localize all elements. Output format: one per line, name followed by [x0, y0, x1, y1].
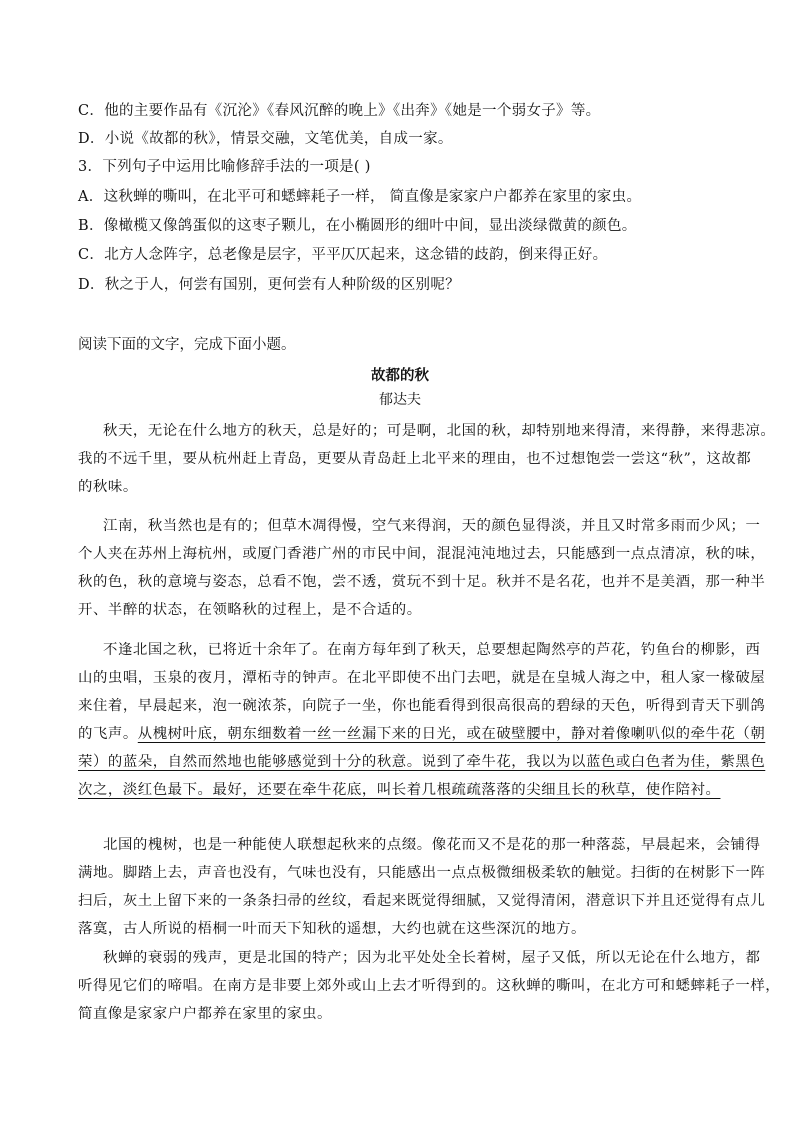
question-2-option-d: D．小说《故都的秋》，情景交融，文笔优美，自成一家。 — [78, 131, 453, 147]
essay-paragraph-3 — [78, 636, 766, 804]
paragraph-line — [78, 720, 766, 748]
paragraph-line: 山的虫唱，玉泉的夜月，潭柘寺的钟声。在北平即使不出门去吧，就是在皇城人海之中，租人家一椽破屋 — [78, 670, 766, 686]
paragraph-line: 秋天，无论在什么地方的秋天，总是好的；可是啊，北国的秋，却特别地来得清，来得静，来得悲凉。 — [103, 423, 776, 439]
paragraph-line: 落寞，古人所说的梧桐一叶而天下知秋的遥想，大约也就在这些深沉的地方。 — [78, 921, 586, 937]
paragraph-line: 满地。脚踏上去，声音也没有，气味也没有，只能感出一点点极微细极柔软的触觉。扫街的在树影下一阵 — [78, 865, 766, 881]
underlined-line: 次之，淡红色最下。最好，还要在牵牛花底，叫长着几根疏疏落落的尖细且长的秋草，使作陪衬。 — [78, 782, 721, 798]
paragraph-line: 简直像是家家户户都养在家里的家虫。 — [78, 1006, 332, 1022]
paragraph-line: 北国的槐树，也是一种能使人联想起秋来的点缀。像花而又不是花的那一种落蕊，早晨起来，会铺得 — [103, 837, 761, 853]
essay-paragraph-4 — [78, 831, 766, 943]
plain-text: 的飞声。 — [78, 726, 138, 742]
essay-title: 故都的秋 — [371, 367, 429, 384]
question-3-option-b: B．像橄榄又像鸽蛋似的这枣子颗儿，在小椭圆形的细叶中间，显出淡绿微黄的颜色。 — [78, 218, 637, 234]
paragraph-line: 秋的色，秋的意境与姿态，总看不饱，尝不透，赏玩不到十足。秋并不是名花，也并不是美酒，那一种半 — [78, 574, 766, 590]
paragraph-line: 听得见它们的啼唱。在南方是非要上郊外或山上去才听得到的。这秋蝉的嘶叫，在北方可和蟋蟀耗子一样， — [78, 978, 781, 994]
question-3-option-d: D．秋之于人，何尝有国别，更何尝有人种阶级的区别呢？ — [78, 277, 460, 293]
essay-paragraph-5 — [78, 944, 781, 1028]
reading-instruction: 阅读下面的文字，完成下面小题。 — [78, 337, 296, 353]
question-3-stem: 3．下列句子中运用比喻修辞手法的一项是( ) — [78, 159, 371, 175]
paragraph-line: 开、半醉的状态，在领略秋的过程上，是不合适的。 — [78, 602, 422, 618]
essay-author: 郁达夫 — [379, 392, 421, 408]
paragraph-line: 我的不远千里，要从杭州赶上青岛，更要从青岛赶上北平来的理由，也不过想饱尝一尝这“秋”，这故都 — [78, 451, 752, 467]
essay-paragraph-2 — [78, 512, 766, 624]
paragraph-line: 的秋味。 — [78, 479, 138, 495]
question-3-option-a: A．这秋蝉的嘶叫，在北平可和蟋蟀耗子一样， 简直像是家家户户都养在家里的家虫。 — [78, 189, 642, 205]
essay-paragraph-1 — [78, 417, 776, 501]
underlined-sentence: 从槐树叶底，朝东细数着一丝一丝漏下来的日光，或在破壁腰中，静对着像喇叭似的牵牛花（朝 — [137, 726, 766, 742]
paragraph-line: 不逢北国之秋，已将近十余年了。在南方每年到了秋天，总要想起陶然亭的芦花，钓鱼台的柳影，西 — [103, 642, 761, 658]
paragraph-line: 个人夹在苏州上海杭州，或厦门香港广州的市民中间，混混沌沌地过去，只能感到一点点清凉，秋的味， — [78, 546, 766, 562]
paragraph-line: 秋蝉的衰弱的残声，更是北国的特产；因为北平处处全长着树，屋子又低，所以无论在什么地方，都 — [103, 950, 761, 966]
question-3-option-c: C．北方人念阵字，总老像是层字，平平仄仄起来，这念错的歧韵，倒来得正好。 — [78, 247, 608, 263]
paragraph-line: 江南，秋当然也是有的；但草木凋得慢，空气来得润，天的颜色显得淡，并且又时常多雨而少风；一 — [103, 518, 761, 534]
underlined-line: 荣）的蓝朵，自然而然地也能够感觉到十分的秋意。说到了牵牛花，我以为以蓝色或白色者为佳，紫黑色 — [78, 754, 766, 770]
paragraph-line: 扫后，灰土上留下来的一条条扫帚的丝纹，看起来既觉得细腻，又觉得清闲，潜意识下并且还觉得有点儿 — [78, 893, 766, 909]
paragraph-line: 来住着，早晨起来，泡一碗浓茶，向院子一坐，你也能看得到很高很高的碧绿的天色，听得到青天下驯鸽 — [78, 698, 766, 714]
question-2-option-c: C．他的主要作品有《沉沦》《春风沉醉的晚上》《出奔》《她是一个弱女子》等。 — [78, 103, 601, 119]
